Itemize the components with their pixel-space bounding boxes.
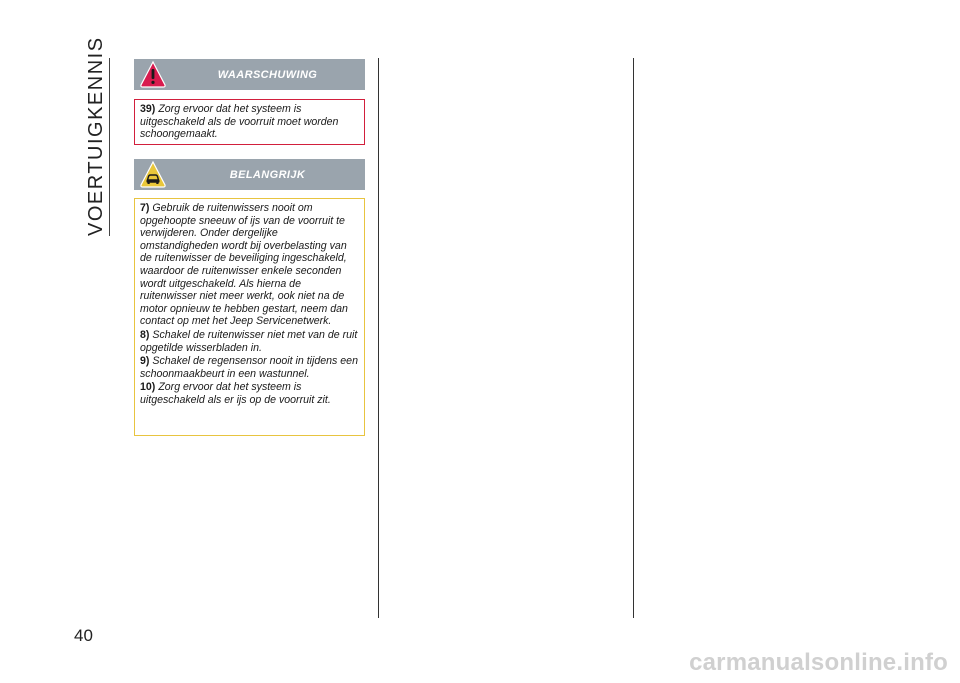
important-note [140,202,359,328]
column-divider-right [633,58,634,618]
important-note [140,381,359,406]
important-banner [134,159,365,190]
important-note [140,355,359,380]
note-text: Schakel de ruitenwisser niet met van de ruit opgetilde wisserbladen in. [140,328,358,354]
note-text: Zorg ervoor dat het systeem is uitgeschakeld als de voorruit moet worden schoongemaakt. [140,103,339,141]
note-number: 39) [140,103,156,115]
section-divider [109,58,110,236]
page-number: 40 [74,626,93,645]
warning-banner [134,59,365,90]
column-divider-left [378,58,379,618]
watermark: carmanualsonline.info [689,649,948,676]
note-number: 10) [140,381,156,394]
warning-box [134,99,365,145]
section-title: VOERTUIGKENNIS [85,36,107,236]
warning-triangle-icon [138,59,168,93]
note-text: Schakel de regensensor nooit in tijdens een schoonmaakbeurt in een wastunnel. [140,355,358,380]
note-text: Gebruik de ruitenwissers nooit om opgehoopte sneeuw of ijs van de voorruit te verwijderen. Onder dergelijke omstandigheden wordt bij overbelasting van de ruitenwisser de beveiliging ingeschakeld, waardoor de ruitenwisser enkele seconden wordt uitgeschakeld. Als hierna de ruitenwisser niet meer werkt, ook niet na de motor opnieuw te hebben gestart, neem dan contact op met het Jeep Servicenetwerk. [140,202,348,328]
note-number: 7) [140,202,150,214]
car-caution-icon [138,159,168,193]
important-box [134,198,365,436]
note-number: 9) [140,355,150,368]
warning-heading: WAARSCHUWING [217,68,318,81]
important-heading: BELANGRIJK [229,168,306,181]
note-text: Zorg ervoor dat het systeem is uitgeschakeld als er ijs op de voorruit zit. [140,381,331,406]
important-note [140,329,359,354]
note-number: 8) [140,328,150,341]
warning-note [140,103,359,141]
